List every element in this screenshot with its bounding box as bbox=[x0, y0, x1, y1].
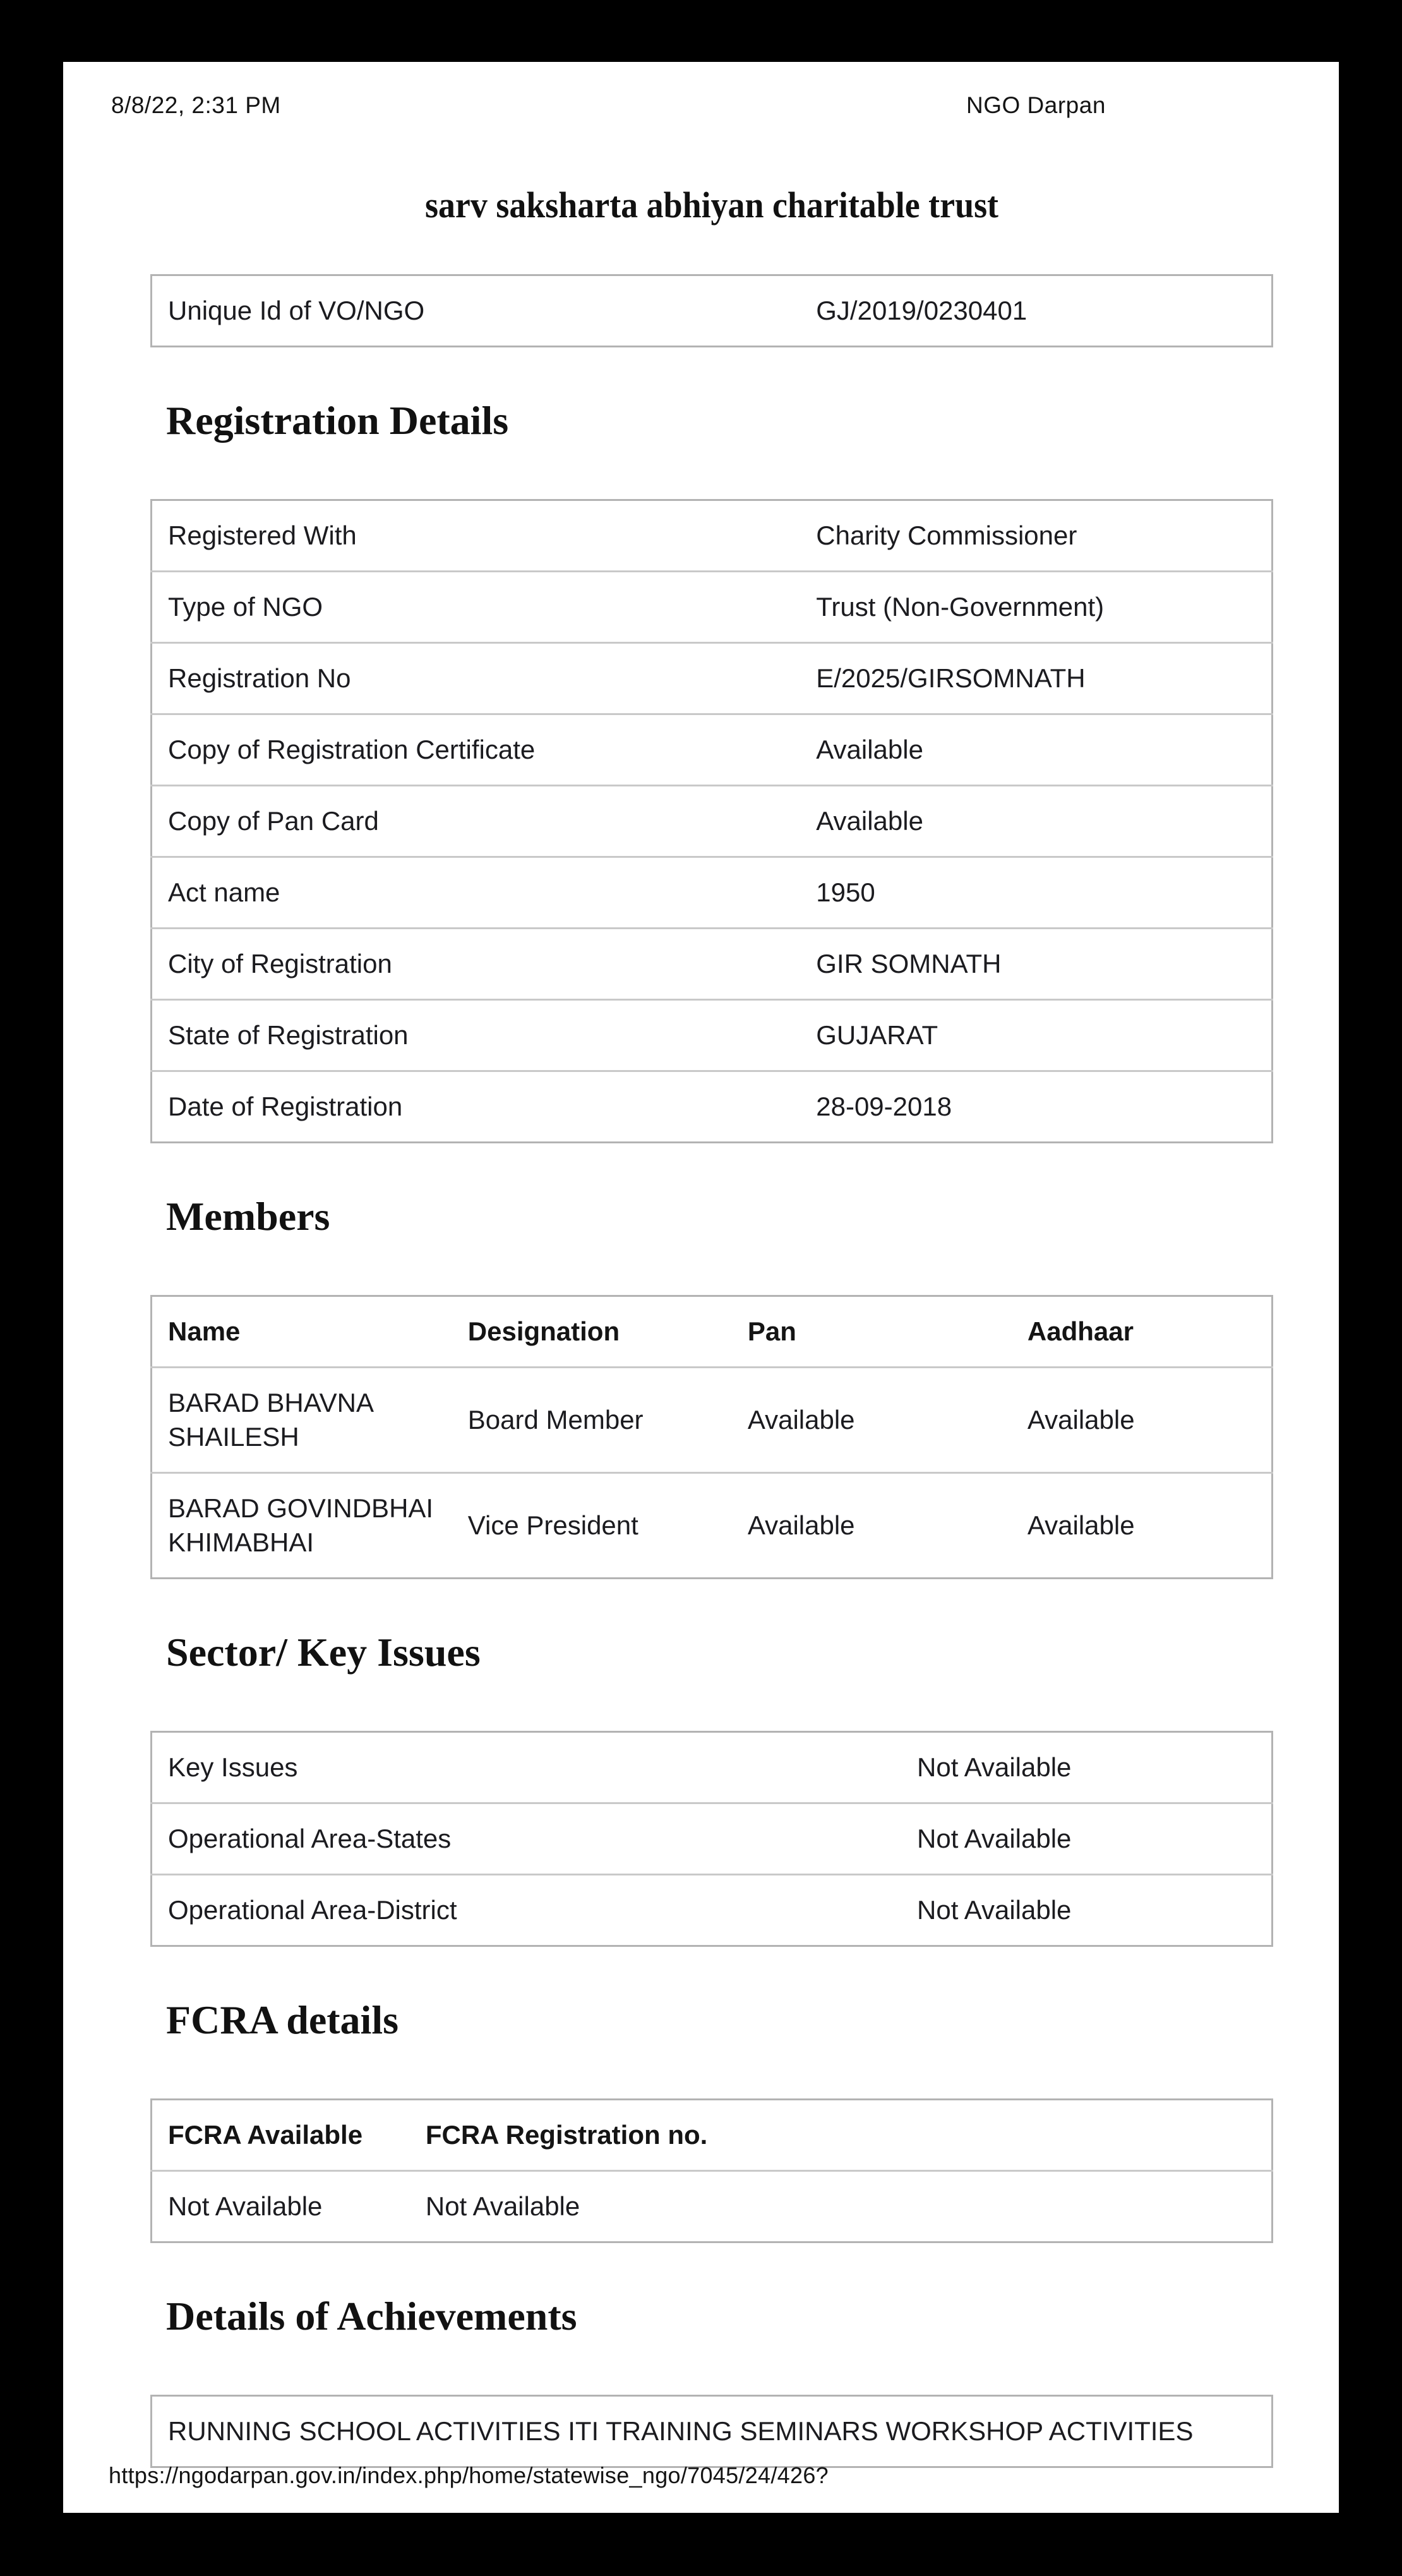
column-header-fcra-registration-no: FCRA Registration no. bbox=[425, 2120, 708, 2150]
unique-id-label: Unique Id of VO/NGO bbox=[168, 296, 425, 325]
row-label: City of Registration bbox=[152, 929, 801, 1000]
row-value: Available bbox=[800, 714, 1272, 786]
member-pan: Available bbox=[732, 1368, 1012, 1473]
row-label: Operational Area-States bbox=[152, 1803, 902, 1875]
row-value: 28-09-2018 bbox=[800, 1071, 1272, 1143]
column-header-fcra-available: FCRA Available bbox=[168, 2120, 363, 2150]
member-aadhaar: Available bbox=[1012, 1473, 1273, 1579]
fcra-available-value: Not Available bbox=[152, 2171, 410, 2242]
row-label: Key Issues bbox=[168, 1752, 298, 1782]
table-row bbox=[152, 275, 1273, 347]
members-table bbox=[150, 1295, 1273, 1579]
table-row bbox=[152, 572, 1273, 643]
table-row bbox=[152, 2171, 1273, 2242]
section-heading-registration: Registration Details bbox=[166, 398, 509, 443]
section-heading-fcra: FCRA details bbox=[166, 1997, 398, 2042]
table-row bbox=[152, 643, 1273, 714]
ngo-title: sarv saksharta abhiyan charitable trust bbox=[424, 184, 999, 226]
column-header-pan: Pan bbox=[747, 1316, 796, 1346]
print-datetime: 8/8/22, 2:31 PM bbox=[111, 92, 281, 118]
row-label: State of Registration bbox=[152, 1000, 801, 1071]
table-row bbox=[152, 1875, 1273, 1946]
row-value: 1950 bbox=[800, 857, 1272, 929]
print-footer-url: https://ngodarpan.gov.in/index.php/home/statewise_ngo/7045/24/426? bbox=[109, 2462, 829, 2488]
row-label: Date of Registration bbox=[152, 1071, 801, 1143]
printed-page bbox=[63, 62, 1339, 2513]
table-row bbox=[152, 500, 1273, 572]
achievements-table bbox=[150, 2395, 1273, 2468]
table-row bbox=[152, 1803, 1273, 1875]
section-heading-sector: Sector/ Key Issues bbox=[166, 1630, 481, 1675]
section-heading-achievements: Details of Achievements bbox=[166, 2294, 577, 2338]
table-row bbox=[152, 857, 1273, 929]
table-row bbox=[152, 929, 1273, 1000]
row-label: Type of NGO bbox=[152, 572, 801, 643]
row-value: Not Available bbox=[901, 1803, 1273, 1875]
row-label: Registration No bbox=[152, 643, 801, 714]
member-aadhaar: Available bbox=[1012, 1368, 1273, 1473]
table-row bbox=[152, 1473, 1273, 1579]
member-name: BARAD GOVINDBHAI KHIMABHAI bbox=[152, 1473, 452, 1579]
member-name: BARAD BHAVNA SHAILESH bbox=[152, 1368, 452, 1473]
row-label: Registered With bbox=[168, 521, 357, 550]
table-header-row bbox=[152, 2100, 1273, 2171]
print-doc-title: NGO Darpan bbox=[966, 92, 1106, 118]
row-label: Copy of Pan Card bbox=[152, 786, 801, 857]
member-designation: Board Member bbox=[452, 1368, 732, 1473]
row-value: Not Available bbox=[917, 1752, 1072, 1782]
row-label: Operational Area-District bbox=[152, 1875, 902, 1946]
table-row bbox=[152, 1000, 1273, 1071]
fcra-table bbox=[150, 2098, 1273, 2243]
table-row bbox=[152, 1368, 1273, 1473]
row-value: Available bbox=[800, 786, 1272, 857]
row-value: Charity Commissioner bbox=[816, 521, 1077, 550]
row-label: Act name bbox=[152, 857, 801, 929]
fcra-registration-no-value: Not Available bbox=[410, 2171, 1273, 2242]
unique-id-table bbox=[150, 274, 1273, 347]
table-row bbox=[152, 1071, 1273, 1143]
row-value: Not Available bbox=[901, 1875, 1273, 1946]
table-header-row bbox=[152, 1296, 1273, 1368]
registration-table bbox=[150, 499, 1273, 1143]
table-row bbox=[152, 786, 1273, 857]
achievements-text: RUNNING SCHOOL ACTIVITIES ITI TRAINING SEMINARS WORKSHOP ACTIVITIES bbox=[168, 2416, 1194, 2446]
sector-table bbox=[150, 1731, 1273, 1947]
row-label: Copy of Registration Certificate bbox=[152, 714, 801, 786]
unique-id-value: GJ/2019/0230401 bbox=[816, 296, 1028, 325]
section-heading-members: Members bbox=[166, 1194, 330, 1239]
table-row bbox=[152, 2396, 1273, 2467]
member-pan: Available bbox=[732, 1473, 1012, 1579]
table-row bbox=[152, 1732, 1273, 1803]
column-header-designation: Designation bbox=[467, 1316, 620, 1346]
column-header-name: Name bbox=[168, 1316, 241, 1346]
row-value: Trust (Non-Government) bbox=[800, 572, 1272, 643]
row-value: GUJARAT bbox=[800, 1000, 1272, 1071]
column-header-aadhaar: Aadhaar bbox=[1027, 1316, 1134, 1346]
table-row bbox=[152, 714, 1273, 786]
member-designation: Vice President bbox=[452, 1473, 732, 1579]
page-content bbox=[150, 62, 1273, 2468]
row-value: E/2025/GIRSOMNATH bbox=[800, 643, 1272, 714]
row-value: GIR SOMNATH bbox=[800, 929, 1272, 1000]
